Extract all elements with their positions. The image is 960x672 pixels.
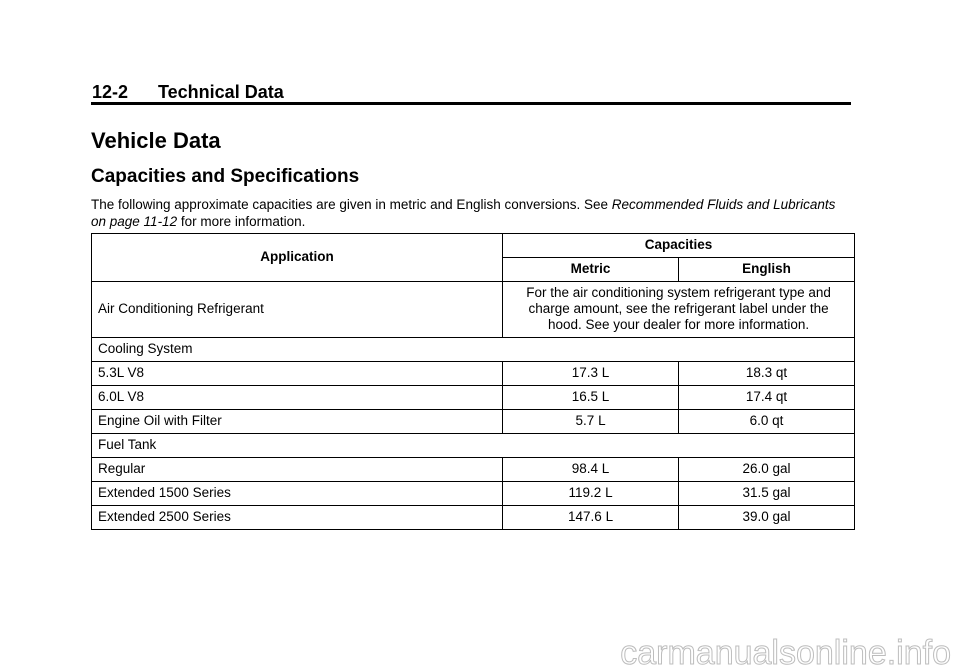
row-label: Fuel Tank <box>92 434 855 458</box>
metric-value: 5.7 L <box>503 410 679 434</box>
chapter-title: Technical Data <box>158 82 284 102</box>
cross-reference-link[interactable]: Recommended Fluids and Lubricants on page 11-12 <box>91 197 836 229</box>
metric-value: 16.5 L <box>503 386 679 410</box>
row-label: Extended 1500 Series <box>92 482 503 506</box>
english-value: 17.4 qt <box>679 386 855 410</box>
table-row-ac-refrigerant <box>92 282 855 338</box>
row-label: Regular <box>92 458 503 482</box>
header-application: Application <box>92 234 503 282</box>
metric-value: 98.4 L <box>503 458 679 482</box>
header-english: English <box>679 258 855 282</box>
table-row <box>92 386 855 410</box>
running-head <box>92 82 284 103</box>
header-capacities: Capacities <box>503 234 855 258</box>
row-label: 5.3L V8 <box>92 362 503 386</box>
table-row <box>92 458 855 482</box>
refrigerant-note <box>503 282 855 338</box>
intro-text-before: The following approximate capacities are given in metric and English conversions. See <box>91 197 612 212</box>
table-row-fuel-tank <box>92 434 855 458</box>
capacities-table <box>91 233 855 530</box>
row-label: Air Conditioning Refrigerant <box>92 282 503 338</box>
note-line: For the air conditioning system refrigerant type and <box>526 285 831 300</box>
header-metric: Metric <box>503 258 679 282</box>
english-value: 39.0 gal <box>679 506 855 530</box>
row-label: Cooling System <box>92 338 855 362</box>
row-label: 6.0L V8 <box>92 386 503 410</box>
note-line: hood. See your dealer for more information. <box>547 317 810 332</box>
english-value: 6.0 qt <box>679 410 855 434</box>
row-label: Extended 2500 Series <box>92 506 503 530</box>
english-value: 31.5 gal <box>679 482 855 506</box>
note-line: charge amount, see the refrigerant label under the <box>528 301 829 316</box>
table-row <box>92 506 855 530</box>
table-row-engine-oil <box>92 410 855 434</box>
intro-text-after: for more information. <box>177 214 306 229</box>
subsection-title: Capacities and Specifications <box>91 166 360 187</box>
english-value: 18.3 qt <box>679 362 855 386</box>
watermark-text: carmanualsonline.info <box>620 634 951 672</box>
table-row-cooling-system <box>92 338 855 362</box>
intro-paragraph <box>91 196 851 230</box>
section-title: Vehicle Data <box>91 128 221 153</box>
table-row <box>92 482 855 506</box>
metric-value: 119.2 L <box>503 482 679 506</box>
row-label: Engine Oil with Filter <box>92 410 503 434</box>
page-number: 12-2 <box>92 82 129 102</box>
metric-value: 147.6 L <box>503 506 679 530</box>
english-value: 26.0 gal <box>679 458 855 482</box>
table-row <box>92 362 855 386</box>
metric-value: 17.3 L <box>503 362 679 386</box>
header-rule <box>91 102 851 105</box>
table-header-row <box>92 234 855 258</box>
